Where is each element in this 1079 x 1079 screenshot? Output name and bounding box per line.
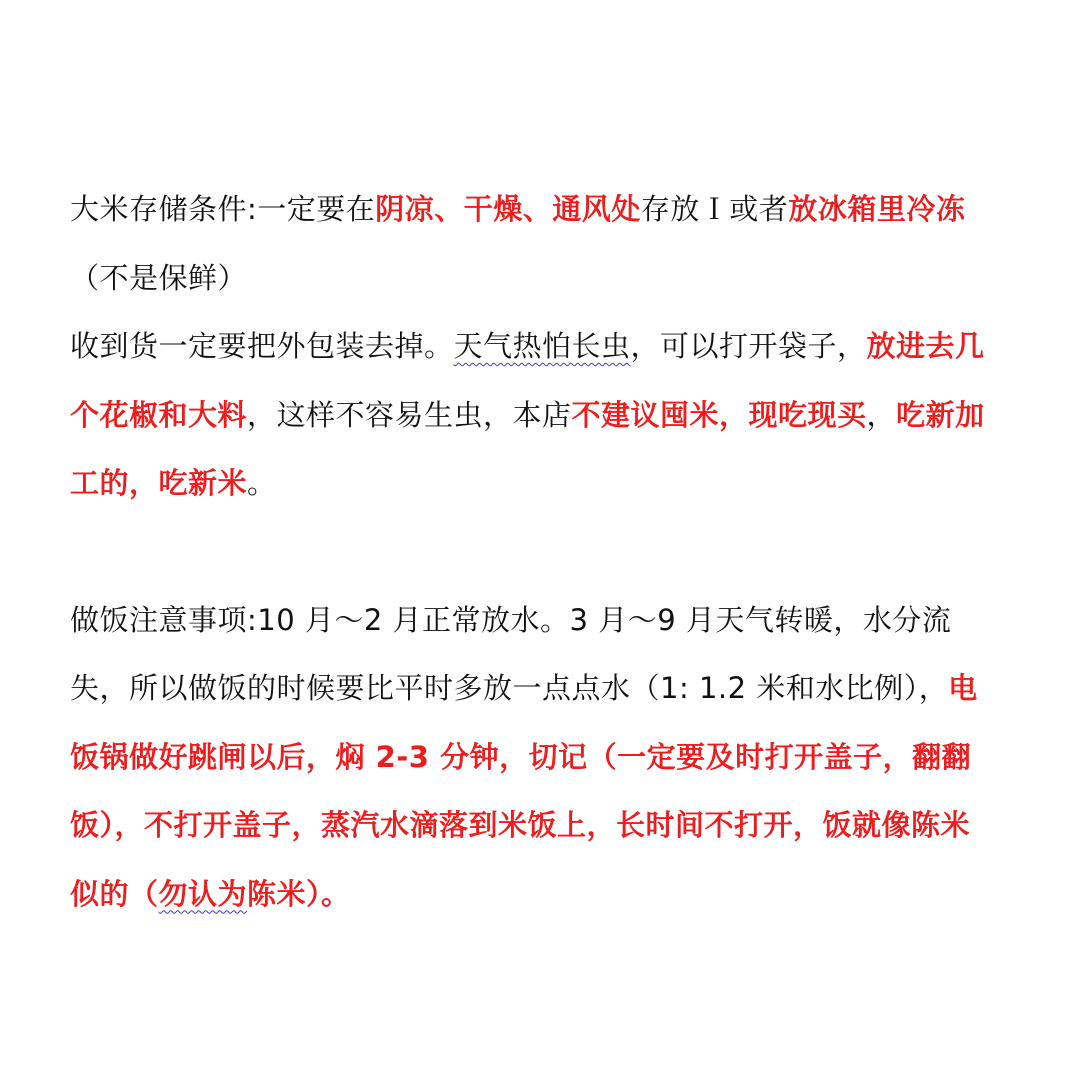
no-bugs-text: ，这样不容易生虫，本店	[247, 397, 572, 432]
water-ratio-text: 做饭注意事项:10 月～2 月正常放水。3 月～9 月天气转暖，水分流失，所以做饭的时候要比平时多放一点点水（1: 1.2 米和水比例），	[70, 602, 952, 705]
cooking-notes-paragraph	[70, 586, 985, 929]
storage-intro-text: 大米存储条件:一定要在	[70, 192, 376, 226]
storage-or-text: 存放Ｉ或者	[640, 192, 789, 226]
storage-conditions-paragraph	[70, 175, 985, 312]
no-hoarding-highlight: 不建议囤米，现吃现买	[571, 397, 867, 432]
cooker-advice-highlight: 电饭锅做好跳闸以后，焖 2-3 分钟，切记（一定要及时打开盖子，翻翻饭），不打开盖子，蒸汽水滴落到米饭上，长时间不打开，饭就像陈米似的（	[70, 671, 978, 911]
eat-fresh-highlight: 吃新加工的，吃新米	[70, 397, 985, 500]
paragraph-gap	[70, 518, 985, 586]
storage-location-highlight: 阴凉、干燥、通风处	[375, 192, 641, 226]
receipt-advice-paragraph	[70, 312, 985, 518]
document-body	[70, 175, 985, 928]
bug-warning-text: 天气热怕长虫	[453, 329, 631, 363]
storage-not-fresh-note: （不是保鲜）	[70, 260, 248, 295]
comma-text: ，	[866, 397, 897, 432]
unpack-text: 收到货一定要把外包装去掉。	[70, 329, 454, 363]
period-text: 。	[247, 466, 277, 500]
old-rice-highlight: 陈米）。	[247, 876, 351, 911]
spices-highlight: 放进去几个花椒和大料	[70, 329, 985, 432]
storage-freezer-highlight: 放冰箱里冷冻	[788, 192, 966, 226]
open-bag-text: ，可以打开袋子，	[630, 329, 867, 363]
dont-mistake-highlight: 勿认为	[158, 876, 248, 911]
